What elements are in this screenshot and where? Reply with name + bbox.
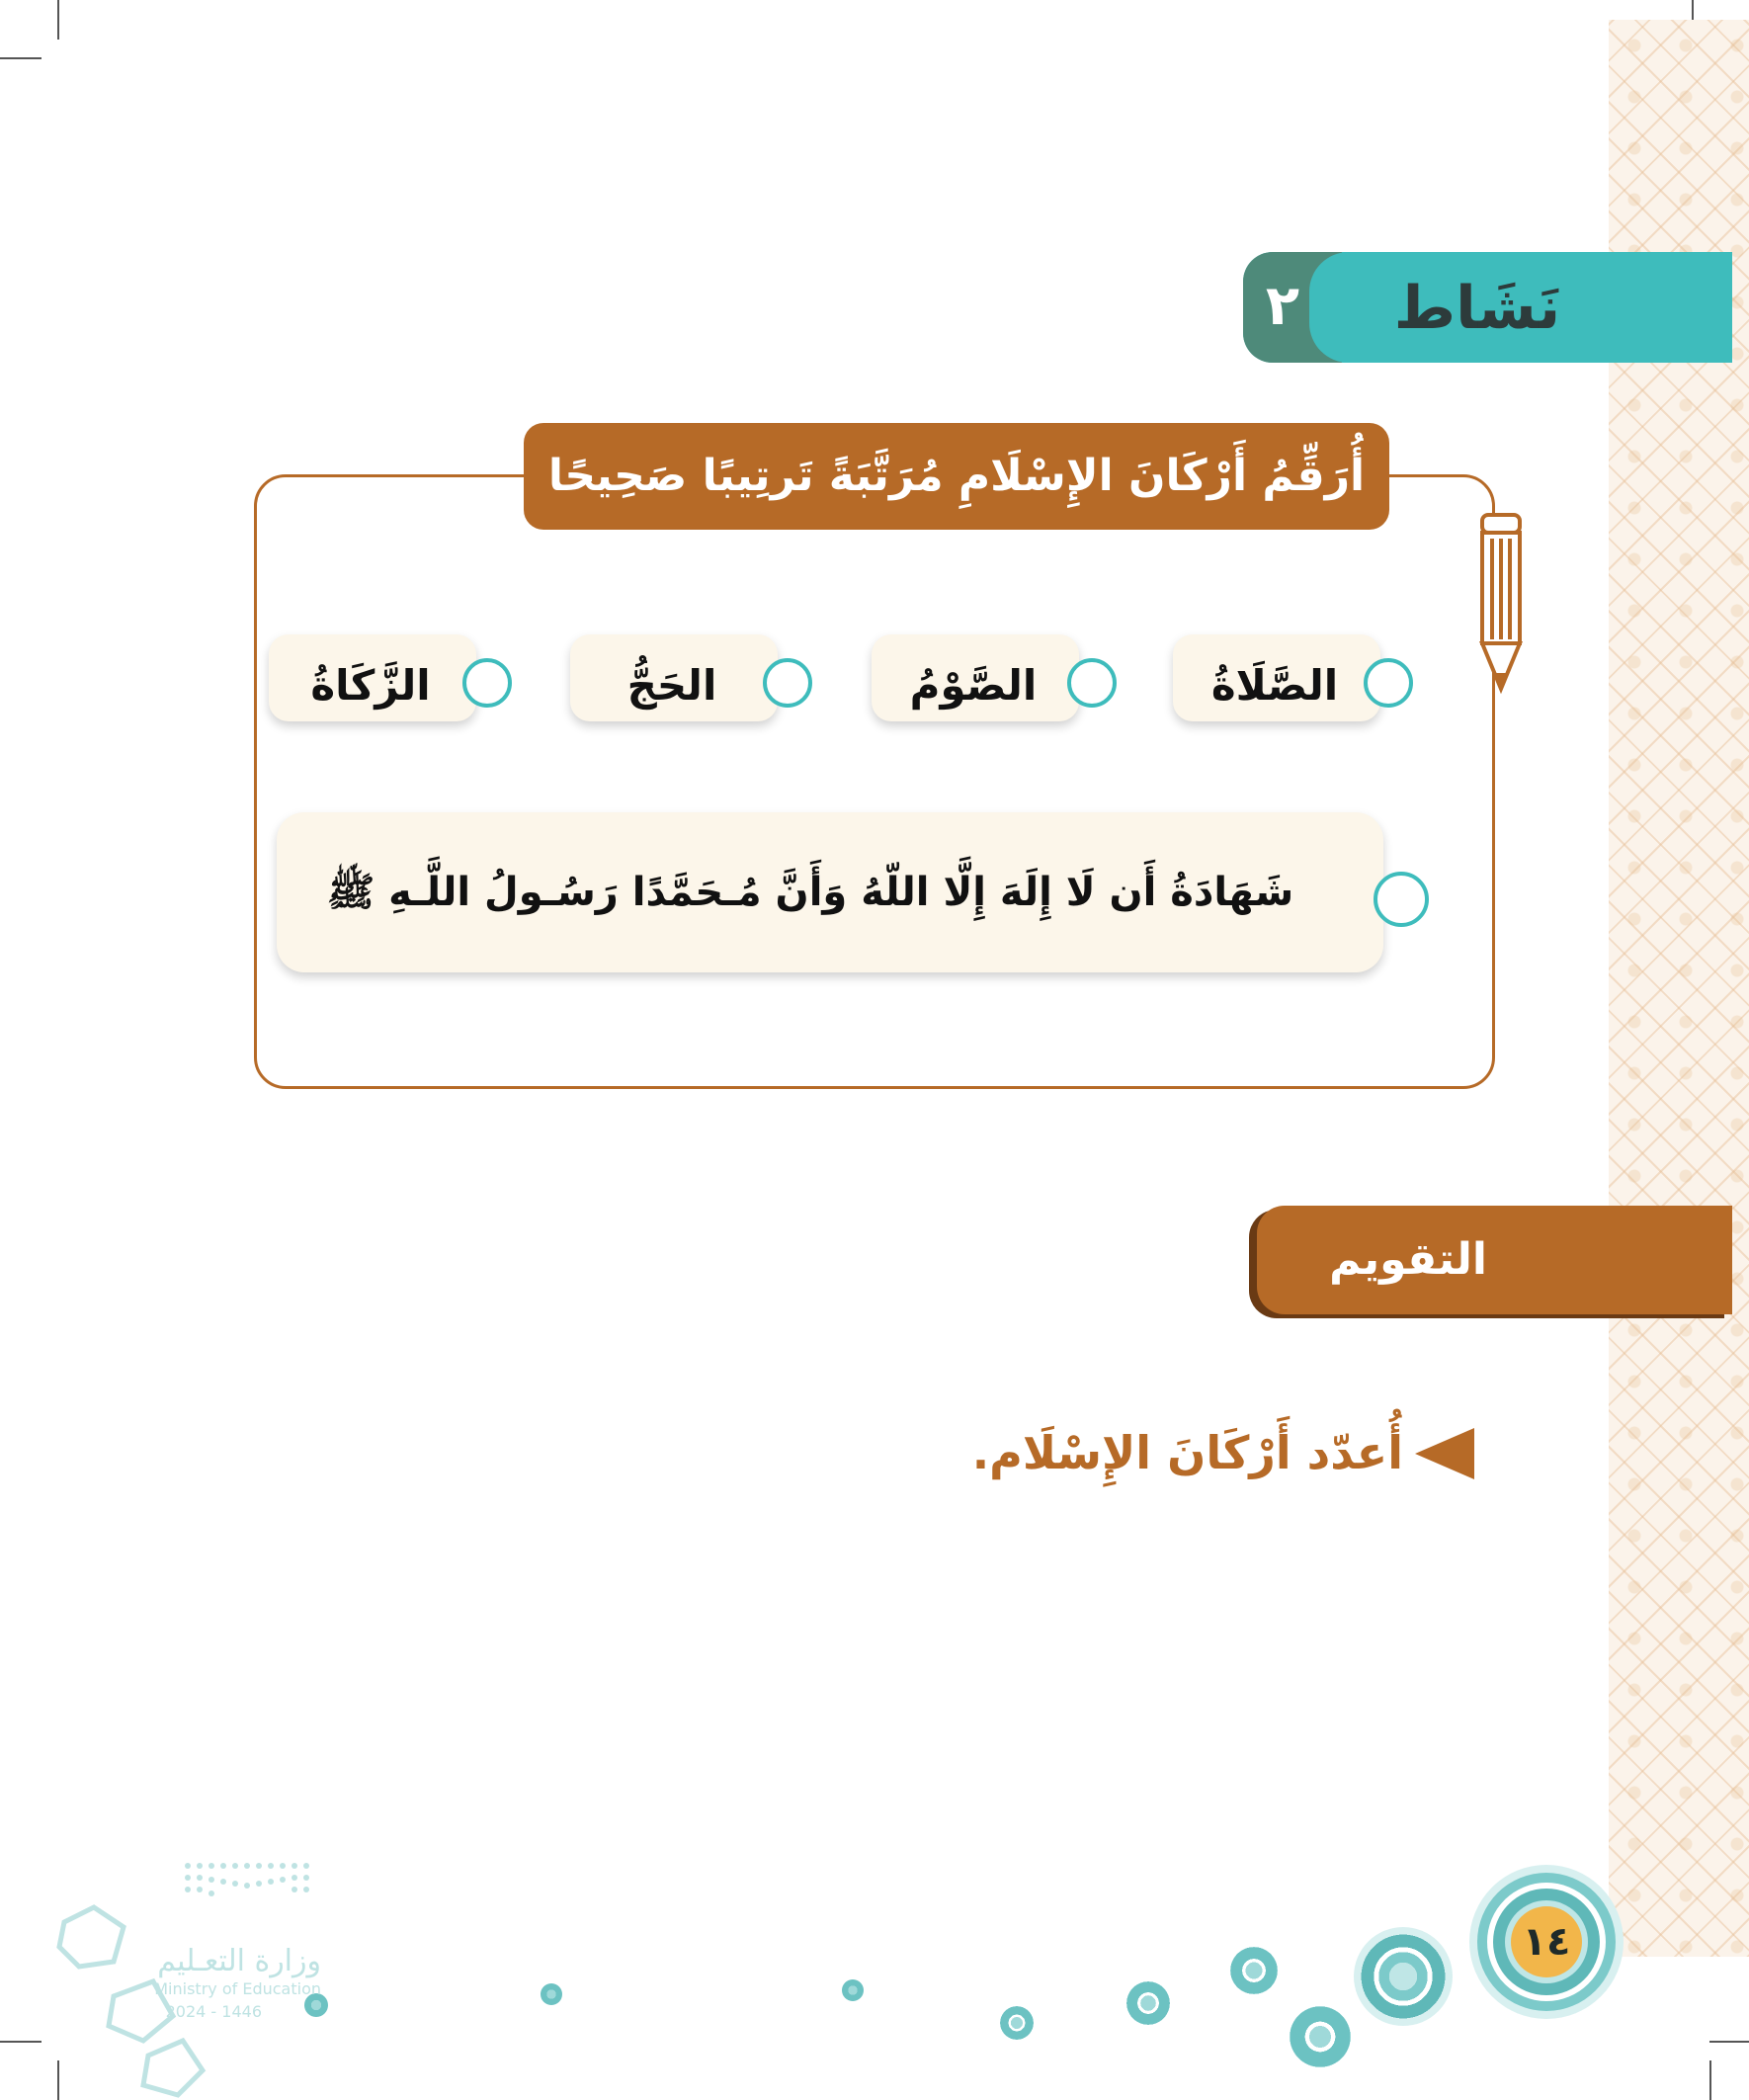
rosette-ornament	[842, 1979, 864, 2001]
option-number-circle[interactable]	[462, 658, 512, 708]
ministry-name-arabic: وزارة التعـليم	[157, 1944, 321, 1978]
crop-mark	[1709, 2060, 1711, 2100]
triangle-bullet-icon	[1415, 1428, 1474, 1479]
ministry-logo	[54, 1858, 361, 2100]
rosette-ornament	[1354, 1927, 1453, 2026]
option-number-circle[interactable]	[1067, 658, 1117, 708]
option-label: الحَجُّ	[626, 661, 717, 710]
ministry-year: 2024 - 1446	[165, 2002, 262, 2021]
option-label: الصَّوْمُ	[909, 661, 1038, 710]
page-number: ١٤	[1522, 1919, 1571, 1965]
activity-number: ٢	[1265, 274, 1300, 338]
activity-title: نَشَاط	[1393, 274, 1561, 343]
option-number-circle[interactable]	[1374, 872, 1429, 927]
activity-frame	[254, 474, 1495, 1089]
rosette-ornament	[1290, 2006, 1351, 2067]
rosette-ornament	[1000, 2006, 1034, 2040]
rosette-ornament	[1230, 1947, 1278, 1994]
crop-mark	[1709, 2041, 1749, 2043]
rosette-ornament	[1126, 1981, 1170, 2025]
option-label: الزَّكَاةُ	[310, 661, 431, 710]
option-number-circle[interactable]	[1364, 658, 1413, 708]
evaluation-question: أُعدّد أَرْكَانَ الإِسْلَام.	[971, 1426, 1403, 1479]
option-label: الصَّلَاةُ	[1210, 661, 1339, 710]
crop-mark	[0, 57, 42, 59]
pencil-icon	[1476, 509, 1526, 697]
option-number-circle[interactable]	[763, 658, 812, 708]
option-label: شَهَادَةُ أَن لَا إِلَهَ إِلَّا اللّهُ وَأَنَّ مُـحَمَّدًا رَسُـولُ اللَّـهِ ﷺ	[326, 870, 1294, 915]
ministry-name-english: Ministry of Education	[154, 1979, 321, 1998]
evaluation-title: التقويم	[1329, 1234, 1487, 1285]
crop-mark	[0, 2041, 42, 2043]
instruction-banner: أُرَقِّمُ أَرْكَانَ الإِسْلَامِ مُرَتَّبَةً تَرتِيبًا صَحِيحًا	[524, 423, 1389, 530]
crop-mark	[57, 0, 59, 40]
rosette-ornament	[541, 1983, 562, 2005]
